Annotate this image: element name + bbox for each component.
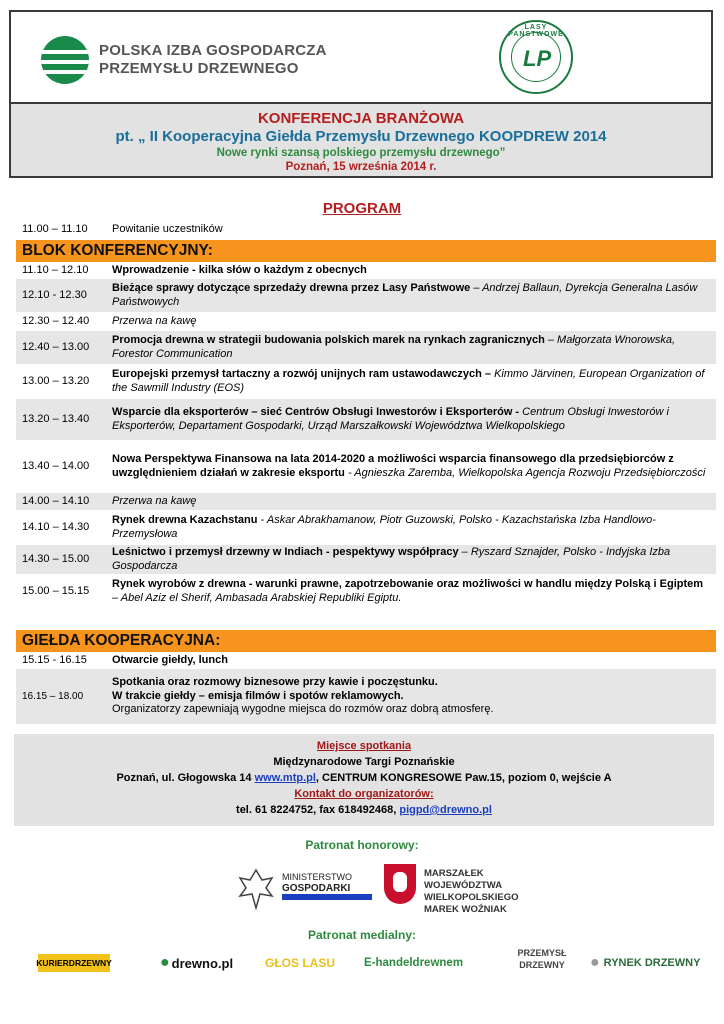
marshal-logo <box>384 864 544 914</box>
media-patronage-label: Patronat medialny: <box>307 928 417 942</box>
table-row <box>16 668 716 724</box>
conference-banner <box>11 104 711 176</box>
table-row <box>16 398 716 440</box>
row-time: 13.20 – 13.40 <box>22 412 90 425</box>
row-text: Promocja drewna w strategii budowania polskich marek na rynkach zagranicznych – Małgorzata Wnorowska, Forestor Communication <box>112 334 676 360</box>
media-logo-glos-lasu: GŁOS LASU <box>265 956 336 970</box>
row-time: 13.00 – 13.20 <box>22 374 90 387</box>
table-row <box>16 330 716 364</box>
row-time: 12.40 – 13.00 <box>22 340 90 353</box>
honorary-patronage-label: Patronat honorowy: <box>305 838 419 852</box>
row-text: Spotkania oraz rozmowy biznesowe przy kawie i poczęstunku. W trakcie giełdy – emisja filmów i spotów reklamowych. Organizatorzy zapewniają wygodne miejsca do rozmów oraz dobrą atmosferę. <box>112 676 494 716</box>
venue-box <box>14 734 714 826</box>
table-row <box>16 262 716 278</box>
table-row <box>16 364 716 398</box>
table-row <box>16 312 716 330</box>
row-time: 12.10 - 12.30 <box>22 288 87 301</box>
row-text: Leśnictwo i przemysł drzewny w Indiach - pespektywy współpracy – Ryszard Sznajder, Polsko - Indyjska Izba Gospodarcza <box>112 546 671 572</box>
eagle-icon <box>236 866 276 912</box>
row-time: 12.30 – 12.40 <box>22 314 90 327</box>
rynek-icon: ● <box>590 954 600 971</box>
row-text: Bieżące sprawy dotyczące sprzedaży drewna przez Lasy Państwowe – Andrzej Ballaun, Dyrekcja Generalna Lasów Państwowych <box>112 282 698 308</box>
org-name <box>99 42 327 78</box>
row-time: 14.30 – 15.00 <box>22 552 90 565</box>
conference-date: Poznań, 15 września 2014 r. <box>285 161 437 173</box>
seal-text: LASY PAŃSTWOWE <box>508 24 564 38</box>
row-time: 11.10 – 12.10 <box>22 263 89 276</box>
row-text: Wprowadzenie - kilka słów o każdym z obecnych <box>112 263 367 276</box>
row-time: 13.40 – 14.00 <box>22 459 90 472</box>
header-box <box>9 10 713 178</box>
table-row <box>16 278 716 312</box>
wielkopolska-shield-icon <box>384 864 416 904</box>
row-text: Otwarcie giełdy, lunch <box>112 653 228 666</box>
contact-info: tel. 61 8224752, fax 618492468, pigpd@drewno.pl <box>236 804 492 816</box>
media-logo-kurier: KURIERDRZEWNY <box>38 954 110 972</box>
table-row <box>16 510 716 544</box>
row-text: Przerwa na kawę <box>112 494 197 507</box>
venue-link[interactable]: www.mtp.pl <box>254 772 316 784</box>
seal-mark: LP <box>523 46 552 71</box>
block-exchange-title: GIEŁDA KOOPERACYJNA: <box>16 630 716 652</box>
marshal-text: MARSZAŁEK WOJEWÓDZTWA WIELKOPOLSKIEGO MAREK WOŹNIAK <box>424 868 519 915</box>
program-title: PROGRAM <box>322 200 402 217</box>
row-text: Rynek wyrobów z drewna - warunki prawne, zapotrzebowanie oraz możliwości w handlu między Polską i Egiptem – Abel Aziz el Sherif, Ambasada Arabskiej Republiki Egiptu. <box>112 578 704 604</box>
lasy-panstwowe-seal-icon <box>499 20 573 94</box>
row-text: Wsparcie dla eksporterów – sieć Centrów Obsługi Inwestorów i Eksporterów - Centrum Obsługi Inwestorów i Eksporterów, Departament Gospodarki, Urząd Marszałkowski Województwa Wielkopolskiego <box>112 406 669 432</box>
row-time: 16.15 – 18.00 <box>22 690 84 702</box>
venue-name: Międzynarodowe Targi Poznańskie <box>273 756 455 768</box>
row-text: Europejski przemysł tartaczny a rozwój unijnych ram ustawodawczych – Kimmo Järvinen, European Organization of the Sawmill Industry (EOS) <box>112 368 705 394</box>
contact-label: Kontakt do organizatorów: <box>294 788 434 800</box>
row-time: 15.00 – 15.15 <box>22 584 90 597</box>
drewno-icon: ● <box>160 954 170 971</box>
row-time: 11.00 – 11.10 <box>22 222 88 235</box>
table-row <box>16 220 716 238</box>
media-logo-drewno: ● drewno.pl <box>160 954 234 971</box>
table-row <box>16 492 716 510</box>
row-text: Powitanie uczestników <box>112 222 223 235</box>
contact-email-link[interactable]: pigpd@drewno.pl <box>399 804 492 816</box>
header-logos <box>11 12 711 104</box>
conference-name: pt. „ II Kooperacyjna Giełda Przemysłu Drzewnego KOOPDREW 2014 <box>115 128 607 145</box>
pigpd-logo-icon <box>41 36 89 84</box>
venue-address: Poznań, ul. Głogowska 14 www.mtp.pl, CENTRUM KONGRESOWE Paw.15, poziom 0, wejście A <box>116 772 612 784</box>
media-logo-przemysl-drzewny: PRZEMYSŁ DRZEWNY <box>517 948 567 970</box>
table-row <box>16 440 716 492</box>
org-line1: POLSKA IZBA GOSPODARCZA <box>99 42 327 59</box>
ministry-text: MINISTERSTWO GOSPODARKI <box>282 872 352 894</box>
venue-label: Miejsce spotkania <box>316 740 412 752</box>
row-text: Nowa Perspektywa Finansowa na lata 2014-2020 a możliwości wsparcia finansowego dla przedsiębiorców z uwzględnieniem działań w zakresie eksportu - Agnieszka Zaremba, Wielkopolska Agencja Rozwoju Przedsiębiorczości <box>112 453 706 479</box>
table-row <box>16 544 716 574</box>
row-text: Przerwa na kawę <box>112 314 197 327</box>
block-conference-title: BLOK KONFERENCYJNY: <box>16 240 716 262</box>
org-line2: PRZEMYSŁU DRZEWNEGO <box>99 60 299 77</box>
media-logo-ehandel: E-handeldrewnem <box>364 957 464 969</box>
table-row <box>16 574 716 608</box>
media-logo-rynek-drzewny: ● RYNEK DRZEWNY <box>590 954 701 971</box>
conference-subtitle: Nowe rynki szansą polskiego przemysłu drzewnego” <box>216 147 506 159</box>
row-time: 14.00 – 14.10 <box>22 494 90 507</box>
row-time: 14.10 – 14.30 <box>22 520 90 533</box>
conference-title: KONFERENCJA BRANŻOWA <box>257 110 465 127</box>
table-row <box>16 652 716 668</box>
row-time: 15.15 - 16.15 <box>22 653 87 666</box>
row-text: Rynek drewna Kazachstanu - Askar Abrakhamanow, Piotr Guzowski, Polsko - Kazachstańska Izba Handlowo-Przemysłowa <box>112 514 656 540</box>
